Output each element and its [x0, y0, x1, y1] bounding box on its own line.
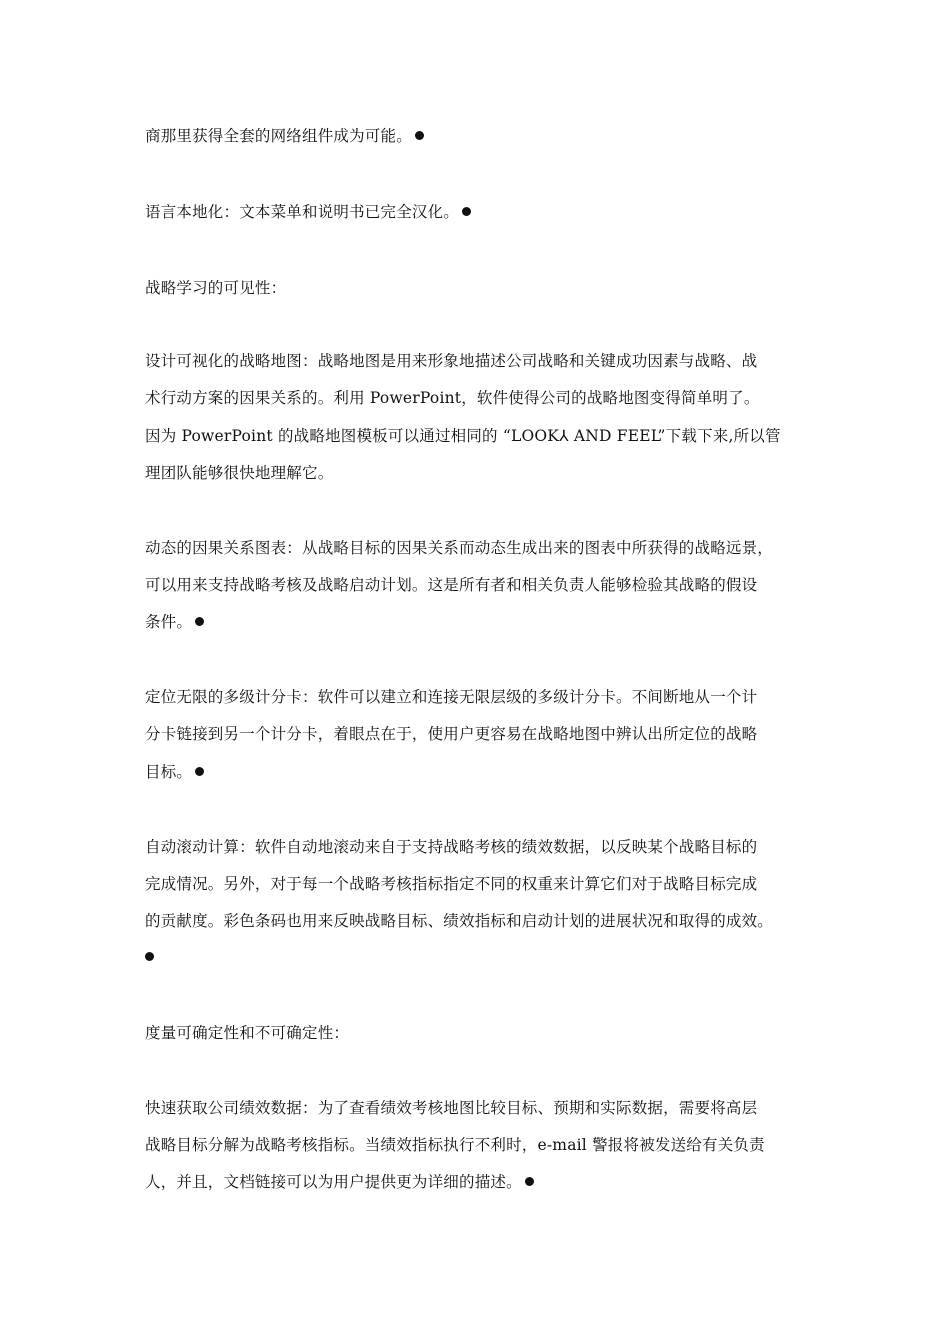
text-line — [145, 1134, 825, 1156]
text-line — [145, 1171, 825, 1193]
line-text: 可以用来支持战略考核及战略启动计划。这是所有者和相关负责人能够检验其战略的假设 — [145, 576, 758, 594]
line-text: 理团队能够很快地理解它。 — [145, 464, 334, 482]
line-text: 术行动方案的因果关系的。利用 PowerPoint，软件使得公司的战略地图变得简单明了。 — [145, 389, 760, 407]
line-text: 动态的因果关系图表：从战略目标的因果关系而动态生成出来的图表中所获得的战略远景， — [145, 539, 774, 557]
line-text: 语言本地化：文本菜单和说明书已完全汉化。 — [145, 203, 460, 221]
text-line — [145, 910, 825, 932]
text-line — [145, 761, 825, 783]
section-heading — [145, 277, 825, 299]
bullet-icon — [415, 131, 424, 140]
text-line — [145, 611, 825, 633]
line-text: 商那里获得全套的网络组件成为可能。 — [145, 127, 412, 145]
line-text: 战略目标分解为战略考核指标。当绩效指标执行不利时，e-mail 警报将被发送给有关负责 — [145, 1136, 765, 1154]
line-text: 战略学习的可见性： — [145, 279, 287, 297]
text-line — [145, 125, 825, 147]
text-line — [145, 462, 825, 484]
text-line — [145, 387, 825, 409]
line-text: 的贡献度。彩色条码也用来反映战略目标、绩效指标和启动计划的进展状况和取得的成效。 — [145, 912, 774, 930]
text-line — [145, 1097, 825, 1119]
line-text: 目标。 — [145, 763, 193, 781]
text-line — [145, 873, 825, 895]
bullet-icon — [145, 952, 154, 961]
text-line — [145, 425, 825, 447]
line-text: 自动滚动计算：软件自动地滚动来自于支持战略考核的绩效数据，以反映某个战略目标的 — [145, 838, 758, 856]
text-line — [145, 537, 825, 559]
line-text: 因为 PowerPoint 的战略地图模板可以通过相同的 “LOOK⅄ AND FEEL”下载下来,所以管 — [145, 427, 781, 445]
text-line — [145, 574, 825, 596]
text-line — [145, 350, 825, 372]
bullet-icon — [195, 767, 204, 776]
line-text: 分卡链接到另一个计分卡，着眼点在于，使用户更容易在战略地图中辨认出所定位的战略 — [145, 725, 758, 743]
section-heading — [145, 1022, 825, 1044]
text-line — [145, 836, 825, 858]
line-text: 条件。 — [145, 613, 193, 631]
bullet-icon — [462, 207, 471, 216]
line-text: 定位无限的多级计分卡：软件可以建立和连接无限层级的多级计分卡。不间断地从一个计 — [145, 688, 758, 706]
line-text: 设计可视化的战略地图：战略地图是用来形象地描述公司战略和关键成功因素与战略、战 — [145, 352, 758, 370]
text-line — [145, 201, 825, 223]
line-text: 度量可确定性和不可确定性： — [145, 1024, 350, 1042]
line-text: 完成情况。另外，对于每一个战略考核指标指定不同的权重来计算它们对于战略目标完成 — [145, 875, 758, 893]
text-line — [145, 723, 825, 745]
text-line — [145, 686, 825, 708]
bullet-line — [145, 946, 825, 968]
bullet-icon — [195, 617, 204, 626]
line-text: 快速获取公司绩效数据：为了查看绩效考核地图比较目标、预期和实际数据，需要将高层 — [145, 1099, 758, 1117]
line-text: 人，并且，文档链接可以为用户提供更为详细的描述。 — [145, 1173, 522, 1191]
bullet-icon — [525, 1177, 534, 1186]
